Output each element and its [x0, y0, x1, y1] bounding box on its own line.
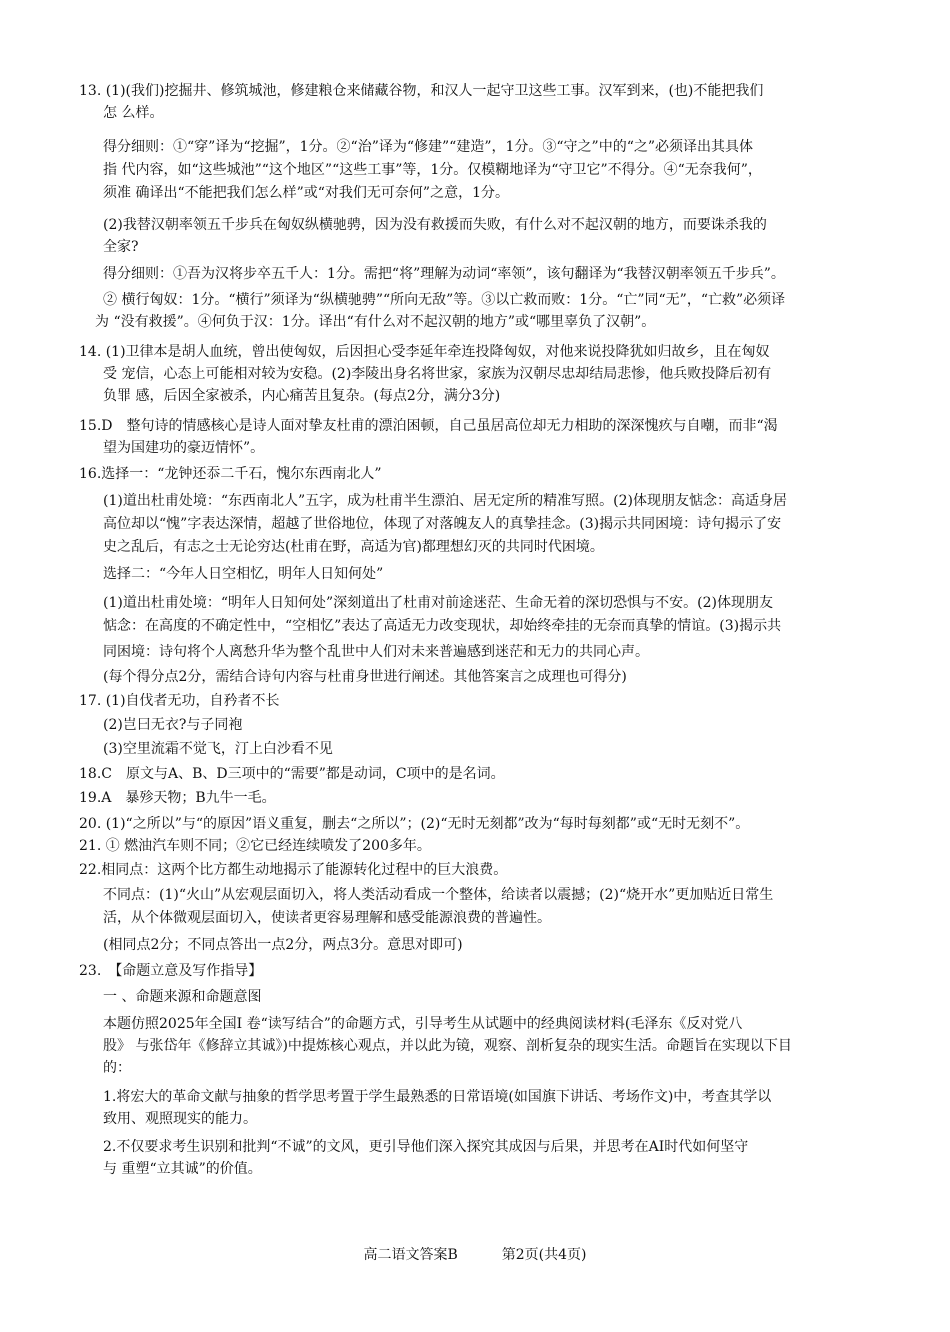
answer-line: 受 宠信，心态上可能相对较为安稳。(2)李陵出身名将世家，家族为汉朝尽忠却结局悲惨，他兵败投降后初有: [103, 366, 772, 382]
answer-line: 股》 与张岱年《修辞立其诚》)中提炼核心观点，并以此为镜，观察、剖析复杂的现实生活。命题旨在实现以下目: [103, 1038, 792, 1054]
answer-line: 17. (1)自伐者无功，自矜者不长: [79, 693, 280, 709]
answer-line: 的：: [103, 1060, 131, 1076]
answer-line: 23. 【命题立意及写作指导】: [79, 963, 263, 979]
answer-line: 21. ① 燃油汽车则不同；②它已经连续喷发了200多年。: [79, 838, 431, 854]
answer-line: 全家?: [103, 239, 139, 255]
answer-line: 不同点：(1)“火山”从宏观层面切入，将人类活动看成一个整体，给读者以震撼；(2)“烧开水”更加贴近日常生: [103, 887, 774, 903]
answer-line: (相同点2分；不同点答出一点2分，两点3分。意思对即可): [103, 937, 463, 953]
answer-line: (1)道出杜甫处境：“明年人日知何处”深刻道出了杜甫对前途迷茫、生命无着的深切恐惧与不安。(2)体现朋友: [103, 595, 773, 611]
answer-line: (每个得分点2分，需结合诗句内容与杜甫身世进行阐述。其他答案言之成理也可得分): [103, 669, 627, 685]
answer-line: 惦念：在高度的不确定性中，“空相忆”表达了高适无力改变现状，却始终牵挂的无奈而真挚的情谊。(3)揭示共: [103, 618, 782, 634]
answer-line: (2)我替汉朝率领五千步兵在匈奴纵横驰骋，因为没有救援而失败，有什么对不起汉朝的地方，而要诛杀我的: [103, 217, 767, 233]
answer-line: 为 “没有救援”。④何负于汉：1分。译出“有什么对不起汉朝的地方”或“哪里辜负了汉朝”。: [95, 314, 656, 330]
answer-line: 选择二：“今年人日空相忆，明年人日知何处”: [103, 566, 384, 582]
answer-line: 望为国建功的豪迈情怀”。: [103, 440, 265, 456]
answer-line: 活，从个体微观层面切入，使读者更容易理解和感受能源浪费的普遍性。: [103, 910, 551, 926]
answer-line: 负罪 感，后因全家被杀，内心痛苦且复杂。(每点2分，满分3分): [103, 388, 501, 404]
answer-line: 16.选择一：“龙钟还忝二千石，愧尔东西南北人”: [79, 466, 382, 482]
answer-line: 2.不仅要求考生识别和批判“不诚”的文风，更引导他们深入探究其成因与后果，并思考在AI时代如何坚守: [103, 1139, 749, 1155]
answer-line: ② 横行匈奴：1分。“横行”须译为“纵横驰骋”“所向无敌”等。③以亡救而败：1分。“亡”同“无”，“亡救”必须译: [103, 292, 786, 308]
answer-line: (1)道出杜甫处境：“东西南北人”五字，成为杜甫半生漂泊、居无定所的精准写照。(2)体现朋友惦念：高适身居: [103, 493, 787, 509]
answer-line: 13. (1)(我们)挖掘井、修筑城池，修建粮仓来储藏谷物，和汉人一起守卫这些工事。汉军到来，(也)不能把我们: [79, 83, 764, 99]
footer-subject: 高二语文答案B: [363, 1247, 458, 1263]
answer-line: 得分细则：①吾为汉将步卒五千人：1分。需把“将”理解为动词“率领”，该句翻译为“我替汉朝率领五千步兵”。: [103, 266, 785, 282]
answer-line: 18.C 原文与A、B、D三项中的“需要”都是动词，C项中的是名词。: [79, 766, 505, 782]
answer-line: 须准 确译出“不能把我们怎么样”或“对我们无可奈何”之意，1分。: [103, 185, 509, 201]
answer-line: 史之乱后，有志之士无论穷达(杜甫在野，高适为官)都理想幻灭的共同时代困境。: [103, 539, 604, 555]
answer-line: (2)岂曰无衣?与子同袍: [103, 717, 243, 733]
answer-line: (3)空里流霜不觉飞，汀上白沙看不见: [103, 741, 333, 757]
answer-line: 指 代内容，如“这些城池”“这个地区”“这些工事”等，1分。仅模糊地译为“守卫它”不得分。④“无奈我何”，: [103, 162, 762, 178]
footer-page-number: 第2页(共4页): [501, 1247, 587, 1263]
answer-line: 同困境：诗句将个人离愁升华为整个乱世中人们对未来普遍感到迷茫和无力的共同心声。: [103, 644, 649, 660]
answer-line: 20. (1)“之所以”与“的原因”语义重复，删去“之所以”；(2)“无时无刻都”改为“每时每刻都”或“无时无刻不”。: [79, 816, 750, 832]
answer-line: 一 、命题来源和命题意图: [103, 989, 262, 1005]
answer-line: 本题仿照2025年全国I 卷“读写结合”的命题方式，引导考生从试题中的经典阅读材料(毛泽东《反对党八: [103, 1016, 743, 1032]
answer-line: 22.相同点：这两个比方都生动地揭示了能源转化过程中的巨大浪费。: [79, 862, 508, 878]
answer-line: 得分细则：①“穿”译为“挖掘”，1分。②“治”译为“修建”“建造”，1分。③“守之”中的“之”必须译出其具体: [103, 139, 754, 155]
answer-line: 高位却以“愧”字表达深情，超越了世俗地位，体现了对落魄友人的真挚挂念。(3)揭示共同困境：诗句揭示了安: [103, 516, 782, 532]
answer-line: 14. (1)卫律本是胡人血统，曾出使匈奴，后因担心受李延年牵连投降匈奴，对他来说投降犹如归故乡，且在匈奴: [79, 344, 770, 360]
answer-line: 与 重塑“立其诚”的价值。: [103, 1161, 262, 1177]
answer-line: 15.D 整句诗的情感核心是诗人面对挚友杜甫的漂泊困顿，自己虽居高位却无力相助的深深愧疚与自嘲，而非“渴: [79, 418, 778, 434]
answer-line: 致用、观照现实的能力。: [103, 1111, 257, 1127]
answer-line: 怎 么样。: [103, 105, 164, 121]
answer-line: 19.A 暴殄天物；B九牛一毛。: [79, 790, 276, 806]
answer-line: 1.将宏大的革命文献与抽象的哲学思考置于学生最熟悉的日常语境(如国旗下讲话、考场作文)中，考查其学以: [103, 1089, 772, 1105]
page-footer: [0, 1246, 950, 1264]
